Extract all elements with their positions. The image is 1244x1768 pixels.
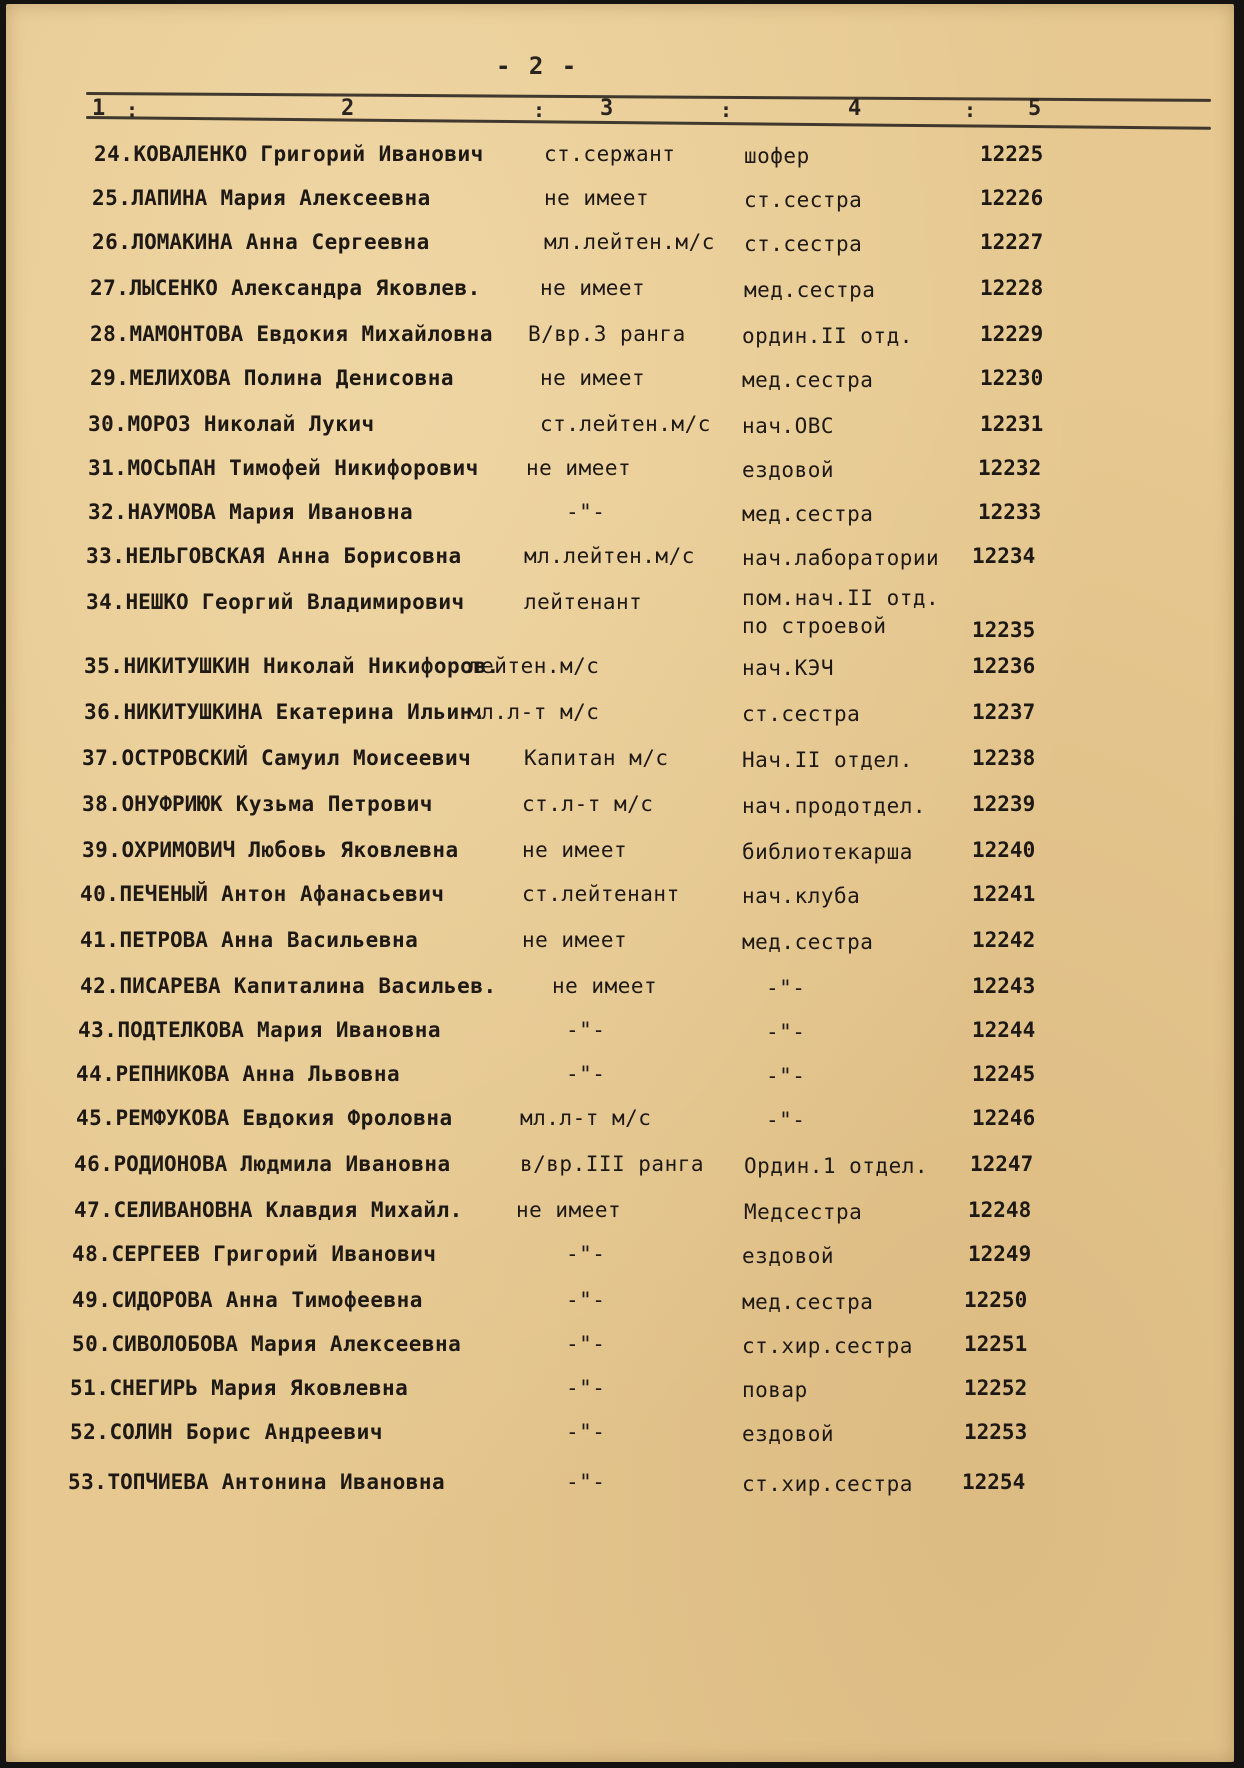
row-number: 37. bbox=[82, 746, 122, 770]
row-number: 36. bbox=[84, 700, 124, 724]
person-name bbox=[78, 1018, 441, 1042]
serial-number: 12234 bbox=[972, 544, 1036, 568]
given-name-patronymic: Людмила Ивановна bbox=[240, 1152, 451, 1176]
row-number: 44. bbox=[76, 1062, 116, 1086]
position-line-1: -"- bbox=[766, 976, 806, 1000]
serial-number: 12225 bbox=[980, 142, 1044, 166]
given-name-patronymic: Анна Львовна bbox=[242, 1062, 401, 1086]
given-name-patronymic: Полина Денисовна bbox=[243, 366, 455, 390]
surname: СНЕГИРЬ bbox=[109, 1376, 198, 1400]
given-name-patronymic: Григорий Иванович bbox=[260, 142, 484, 166]
given-name-patronymic: Мария Алексеевна bbox=[220, 186, 431, 210]
surname: СИВОЛОБОВА bbox=[111, 1332, 238, 1356]
person-name bbox=[84, 654, 500, 678]
serial-number: 12227 bbox=[980, 230, 1044, 254]
given-name-patronymic: Георгий Владимирович bbox=[201, 590, 465, 614]
surname: НИКИТУШКИНА bbox=[123, 700, 263, 724]
military-rank: мл.лейтен.м/с bbox=[544, 230, 715, 254]
position-line-1: ст.сестра bbox=[744, 188, 863, 212]
column-header-1: 1 bbox=[92, 96, 106, 121]
position-line-1: повар bbox=[742, 1378, 808, 1402]
serial-number: 12226 bbox=[980, 186, 1044, 210]
surname: КОВАЛЕНКО bbox=[133, 142, 248, 166]
position bbox=[742, 500, 873, 528]
position bbox=[742, 1376, 808, 1404]
position bbox=[742, 1242, 834, 1270]
position-line-1: -"- bbox=[766, 1064, 806, 1088]
military-rank: не имеет bbox=[540, 276, 646, 300]
position bbox=[742, 1288, 873, 1316]
row-number: 25. bbox=[92, 186, 132, 210]
military-rank: не имеет bbox=[522, 928, 628, 952]
column-separator: : bbox=[533, 98, 546, 122]
row-number: 27. bbox=[90, 276, 130, 300]
serial-number: 12228 bbox=[980, 276, 1044, 300]
position bbox=[742, 322, 913, 350]
table-row bbox=[6, 1420, 1234, 1460]
surname: ОСТРОВСКИЙ bbox=[121, 746, 248, 770]
serial-number: 12250 bbox=[964, 1288, 1028, 1312]
position bbox=[766, 1062, 805, 1090]
serial-number: 12240 bbox=[972, 838, 1036, 862]
military-rank: -"- bbox=[566, 1376, 606, 1400]
person-name bbox=[74, 1198, 463, 1222]
column-header-2: 2 bbox=[341, 96, 355, 121]
serial-number: 12253 bbox=[964, 1420, 1028, 1444]
position-line-1: ездовой bbox=[742, 1422, 835, 1446]
given-name-patronymic: Евдокия Михайловна bbox=[256, 322, 493, 346]
person-name bbox=[94, 142, 484, 166]
table-row bbox=[6, 276, 1234, 316]
serial-number: 12230 bbox=[980, 366, 1044, 390]
row-number: 30. bbox=[88, 412, 128, 436]
position bbox=[766, 1018, 805, 1046]
position-line-1: нач.лаборатории bbox=[742, 546, 940, 570]
military-rank: не имеет bbox=[516, 1198, 622, 1222]
given-name-patronymic: Александра Яковлев. bbox=[231, 276, 481, 300]
person-name bbox=[68, 1470, 445, 1494]
row-number: 35. bbox=[84, 654, 124, 678]
position bbox=[744, 1198, 862, 1226]
table-row bbox=[6, 230, 1234, 270]
military-rank: Капитан м/с bbox=[524, 746, 669, 770]
position bbox=[742, 584, 939, 640]
surname: ПЕТРОВА bbox=[119, 928, 208, 952]
serial-number: 12229 bbox=[980, 322, 1044, 346]
position-line-1: -"- bbox=[766, 1108, 806, 1132]
table-row bbox=[6, 412, 1234, 452]
surname: НАУМОВА bbox=[127, 500, 216, 524]
serial-number: 12233 bbox=[978, 500, 1042, 524]
table-row bbox=[6, 1470, 1234, 1510]
table-row bbox=[6, 792, 1234, 832]
person-name bbox=[70, 1376, 408, 1400]
surname: ЛЫСЕНКО bbox=[129, 276, 218, 300]
given-name-patronymic: Антонина Ивановна bbox=[221, 1470, 446, 1494]
row-number: 46. bbox=[74, 1152, 114, 1176]
position bbox=[742, 366, 873, 394]
table-row bbox=[6, 322, 1234, 362]
surname: ЛОМАКИНА bbox=[131, 230, 233, 254]
given-name-patronymic: Григорий Иванович bbox=[213, 1242, 437, 1266]
surname: СЕЛИВАНОВНА bbox=[113, 1198, 253, 1222]
military-rank: -"- bbox=[566, 1018, 606, 1042]
given-name-patronymic: Борис Андреевич bbox=[185, 1420, 383, 1444]
position-line-1: -"- bbox=[766, 1020, 806, 1044]
position bbox=[742, 654, 834, 682]
surname: РОДИОНОВА bbox=[113, 1152, 228, 1176]
position-line-1: ездовой bbox=[742, 1244, 835, 1268]
given-name-patronymic: Мария Ивановна bbox=[229, 500, 414, 524]
table-row bbox=[6, 1332, 1234, 1372]
position-line-1: шофер bbox=[744, 144, 810, 168]
given-name-patronymic: Екатерина Ильин. bbox=[275, 700, 486, 724]
row-number: 43. bbox=[78, 1018, 118, 1042]
military-rank: не имеет bbox=[526, 456, 632, 480]
person-name bbox=[82, 838, 459, 862]
serial-number: 12252 bbox=[964, 1376, 1028, 1400]
position bbox=[742, 746, 913, 774]
military-rank: мл.л-т м/с bbox=[468, 700, 600, 724]
position-line-1: ордин.II отд. bbox=[742, 324, 913, 348]
position-line-1: мед.сестра bbox=[742, 1290, 874, 1314]
position-line-1: мед.сестра bbox=[742, 368, 874, 392]
given-name-patronymic: Капиталина Васильев. bbox=[233, 974, 497, 998]
surname: МЕЛИХОВА bbox=[129, 366, 231, 390]
given-name-patronymic: Мария Ивановна bbox=[257, 1018, 442, 1042]
row-number: 50. bbox=[72, 1332, 112, 1356]
table-row bbox=[6, 1062, 1234, 1102]
military-rank: -"- bbox=[566, 1242, 606, 1266]
surname: ПИСАРЕВА bbox=[119, 974, 221, 998]
table-row bbox=[6, 456, 1234, 496]
page-number: - 2 - bbox=[496, 52, 579, 80]
table-row bbox=[6, 654, 1234, 694]
surname: МОРОЗ bbox=[127, 412, 191, 436]
position-line-1: ст.хир.сестра bbox=[742, 1472, 913, 1496]
table-row bbox=[6, 974, 1234, 1014]
table-row bbox=[6, 928, 1234, 968]
row-number: 28. bbox=[90, 322, 130, 346]
military-rank: ст.лейтенант bbox=[522, 882, 680, 906]
military-rank: лейтен.м/с bbox=[468, 654, 600, 678]
military-rank: лейтенант bbox=[524, 590, 643, 614]
person-name bbox=[84, 700, 486, 724]
row-number: 52. bbox=[70, 1420, 110, 1444]
surname: ПОДТЕЛКОВА bbox=[117, 1018, 244, 1042]
given-name-patronymic: Клавдия Михайл. bbox=[265, 1198, 463, 1222]
military-rank: ст.сержант bbox=[544, 142, 676, 166]
position-line-1: пом.нач.II отд. bbox=[742, 586, 940, 610]
person-name bbox=[86, 590, 465, 614]
serial-number: 12237 bbox=[972, 700, 1036, 724]
surname: РЕМФУКОВА bbox=[115, 1106, 230, 1130]
row-number: 48. bbox=[72, 1242, 112, 1266]
serial-number: 12251 bbox=[964, 1332, 1028, 1356]
column-separator: : bbox=[964, 98, 977, 122]
position-line-2: по строевой bbox=[742, 614, 887, 638]
table-row bbox=[6, 544, 1234, 584]
surname: СИДОРОВА bbox=[111, 1288, 213, 1312]
position bbox=[766, 974, 805, 1002]
military-rank: ст.л-т м/с bbox=[522, 792, 654, 816]
table-row bbox=[6, 1018, 1234, 1058]
position bbox=[744, 186, 862, 214]
person-name bbox=[72, 1332, 461, 1356]
surname: ОНУФРИЮК bbox=[121, 792, 223, 816]
person-name bbox=[88, 500, 413, 524]
position bbox=[742, 928, 873, 956]
position-line-1: Ордин.1 отдел. bbox=[744, 1154, 929, 1178]
position-line-1: нач.КЭЧ bbox=[742, 656, 835, 680]
surname: ОХРИМОВИЧ bbox=[121, 838, 236, 862]
table-row bbox=[6, 142, 1234, 182]
given-name-patronymic: Анна Борисовна bbox=[277, 544, 462, 568]
table-row bbox=[6, 1198, 1234, 1238]
serial-number: 12254 bbox=[962, 1470, 1026, 1494]
row-number: 47. bbox=[74, 1198, 114, 1222]
given-name-patronymic: Кузьма Петрович bbox=[235, 792, 433, 816]
row-number: 33. bbox=[86, 544, 126, 568]
military-rank: -"- bbox=[566, 1288, 606, 1312]
row-number: 31. bbox=[88, 456, 128, 480]
row-number: 53. bbox=[68, 1470, 108, 1494]
person-name bbox=[92, 230, 430, 254]
military-rank: мл.лейтен.м/с bbox=[524, 544, 695, 568]
serial-number: 12238 bbox=[972, 746, 1036, 770]
military-rank: не имеет bbox=[544, 186, 650, 210]
surname: СОЛИН bbox=[109, 1420, 173, 1444]
table-row bbox=[6, 1152, 1234, 1192]
serial-number: 12247 bbox=[970, 1152, 1034, 1176]
position-line-1: Медсестра bbox=[744, 1200, 863, 1224]
row-number: 32. bbox=[88, 500, 128, 524]
row-number: 41. bbox=[80, 928, 120, 952]
position bbox=[742, 456, 834, 484]
position bbox=[742, 1332, 913, 1360]
given-name-patronymic: Мария Алексеевна bbox=[251, 1332, 462, 1356]
table-row bbox=[6, 500, 1234, 540]
person-name bbox=[90, 276, 481, 300]
surname: ЛАПИНА bbox=[131, 186, 208, 210]
table-row bbox=[6, 1106, 1234, 1146]
person-name bbox=[80, 928, 418, 952]
person-name bbox=[76, 1106, 453, 1130]
given-name-patronymic: Евдокия Фроловна bbox=[242, 1106, 453, 1130]
person-name bbox=[90, 322, 493, 346]
given-name-patronymic: Любовь Яковлевна bbox=[248, 838, 459, 862]
surname: НИКИТУШКИН bbox=[123, 654, 250, 678]
document-page bbox=[6, 4, 1234, 1762]
given-name-patronymic: Самуил Моисеевич bbox=[261, 746, 472, 770]
military-rank: -"- bbox=[566, 1332, 606, 1356]
row-number: 49. bbox=[72, 1288, 112, 1312]
surname: СЕРГЕЕВ bbox=[111, 1242, 200, 1266]
given-name-patronymic: Николай Никифоров. bbox=[263, 654, 500, 678]
table-row bbox=[6, 700, 1234, 740]
column-header-4: 4 bbox=[848, 96, 862, 121]
person-name bbox=[80, 974, 497, 998]
serial-number: 12244 bbox=[972, 1018, 1036, 1042]
military-rank: в/вр.III ранга bbox=[520, 1152, 705, 1176]
row-number: 26. bbox=[92, 230, 132, 254]
serial-number: 12241 bbox=[972, 882, 1036, 906]
position bbox=[744, 142, 810, 170]
surname: РЕПНИКОВА bbox=[115, 1062, 230, 1086]
position bbox=[742, 544, 939, 572]
serial-number: 12243 bbox=[972, 974, 1036, 998]
given-name-patronymic: Николай Лукич bbox=[203, 412, 375, 436]
military-rank: В/вр.3 ранга bbox=[528, 322, 686, 346]
position bbox=[742, 1470, 913, 1498]
serial-number: 12239 bbox=[972, 792, 1036, 816]
person-name bbox=[70, 1420, 383, 1444]
serial-number: 12231 bbox=[980, 412, 1044, 436]
person-name bbox=[88, 412, 375, 436]
serial-number: 12246 bbox=[972, 1106, 1036, 1130]
position bbox=[766, 1106, 805, 1134]
military-rank: ст.лейтен.м/с bbox=[540, 412, 711, 436]
position bbox=[744, 276, 875, 304]
person-name bbox=[72, 1242, 437, 1266]
surname: ПЕЧЕНЫЙ bbox=[119, 882, 208, 906]
column-header-3: 3 bbox=[600, 96, 614, 121]
military-rank: не имеет bbox=[540, 366, 646, 390]
table-row bbox=[6, 1242, 1234, 1282]
military-rank: не имеет bbox=[552, 974, 658, 998]
serial-number: 12236 bbox=[972, 654, 1036, 678]
position-line-1: мед.сестра bbox=[742, 502, 874, 526]
military-rank: не имеет bbox=[522, 838, 628, 862]
table-row bbox=[6, 838, 1234, 878]
position-line-1: мед.сестра bbox=[744, 278, 876, 302]
given-name-patronymic: Анна Сергеевна bbox=[245, 230, 430, 254]
given-name-patronymic: Анна Тимофеевна bbox=[225, 1288, 423, 1312]
table-row bbox=[6, 186, 1234, 226]
position bbox=[742, 882, 860, 910]
surname: НЕШКО bbox=[125, 590, 189, 614]
position-line-1: ездовой bbox=[742, 458, 835, 482]
person-name bbox=[80, 882, 445, 906]
column-header-5: 5 bbox=[1028, 96, 1042, 121]
position-line-1: нач.клуба bbox=[742, 884, 861, 908]
position-line-1: мед.сестра bbox=[742, 930, 874, 954]
person-name bbox=[88, 456, 479, 480]
position bbox=[744, 230, 862, 258]
person-name bbox=[82, 746, 471, 770]
personnel-list bbox=[6, 4, 1234, 1762]
row-number: 29. bbox=[90, 366, 130, 390]
position-line-1: нач.продотдел. bbox=[742, 794, 927, 818]
military-rank: -"- bbox=[566, 1062, 606, 1086]
military-rank: мл.л-т м/с bbox=[520, 1106, 652, 1130]
row-number: 45. bbox=[76, 1106, 116, 1130]
table-row bbox=[6, 1376, 1234, 1416]
person-name bbox=[82, 792, 433, 816]
surname: ТОПЧИЕВА bbox=[107, 1470, 209, 1494]
serial-number: 12235 bbox=[972, 618, 1036, 642]
table-row bbox=[6, 586, 1234, 642]
row-number: 39. bbox=[82, 838, 122, 862]
surname: НЕЛЬГОВСКАЯ bbox=[125, 544, 265, 568]
position-line-1: ст.хир.сестра bbox=[742, 1334, 913, 1358]
given-name-patronymic: Тимофей Никифорович bbox=[229, 456, 479, 480]
column-separator: : bbox=[126, 98, 139, 122]
position-line-1: ст.сестра bbox=[742, 702, 861, 726]
person-name bbox=[74, 1152, 451, 1176]
row-number: 42. bbox=[80, 974, 120, 998]
position bbox=[742, 1420, 834, 1448]
given-name-patronymic: Антон Афанасьевич bbox=[221, 882, 445, 906]
person-name bbox=[86, 544, 462, 568]
position bbox=[742, 838, 913, 866]
serial-number: 12242 bbox=[972, 928, 1036, 952]
row-number: 34. bbox=[86, 590, 126, 614]
surname: МАМОНТОВА bbox=[129, 322, 244, 346]
serial-number: 12249 bbox=[968, 1242, 1032, 1266]
given-name-patronymic: Анна Васильевна bbox=[221, 928, 419, 952]
serial-number: 12232 bbox=[978, 456, 1042, 480]
given-name-patronymic: Мария Яковлевна bbox=[211, 1376, 409, 1400]
position-line-1: Нач.II отдел. bbox=[742, 748, 913, 772]
military-rank: -"- bbox=[566, 1420, 606, 1444]
table-row bbox=[6, 746, 1234, 786]
military-rank: -"- bbox=[566, 1470, 606, 1494]
row-number: 38. bbox=[82, 792, 122, 816]
military-rank: -"- bbox=[566, 500, 606, 524]
position bbox=[742, 700, 860, 728]
person-name bbox=[90, 366, 454, 390]
position-line-1: нач.ОВС bbox=[742, 414, 835, 438]
position-line-1: библиотекарша bbox=[742, 840, 913, 864]
serial-number: 12248 bbox=[968, 1198, 1032, 1222]
row-number: 24. bbox=[94, 142, 134, 166]
person-name bbox=[76, 1062, 400, 1086]
row-number: 51. bbox=[70, 1376, 110, 1400]
row-number: 40. bbox=[80, 882, 120, 906]
position-line-1: ст.сестра bbox=[744, 232, 863, 256]
surname: МОСЬПАН bbox=[127, 456, 216, 480]
person-name bbox=[92, 186, 431, 210]
position bbox=[742, 412, 834, 440]
table-row bbox=[6, 366, 1234, 406]
table-row bbox=[6, 882, 1234, 922]
position bbox=[744, 1152, 928, 1180]
column-separator: : bbox=[720, 98, 733, 122]
position bbox=[742, 792, 926, 820]
serial-number: 12245 bbox=[972, 1062, 1036, 1086]
person-name bbox=[72, 1288, 423, 1312]
table-row bbox=[6, 1288, 1234, 1328]
